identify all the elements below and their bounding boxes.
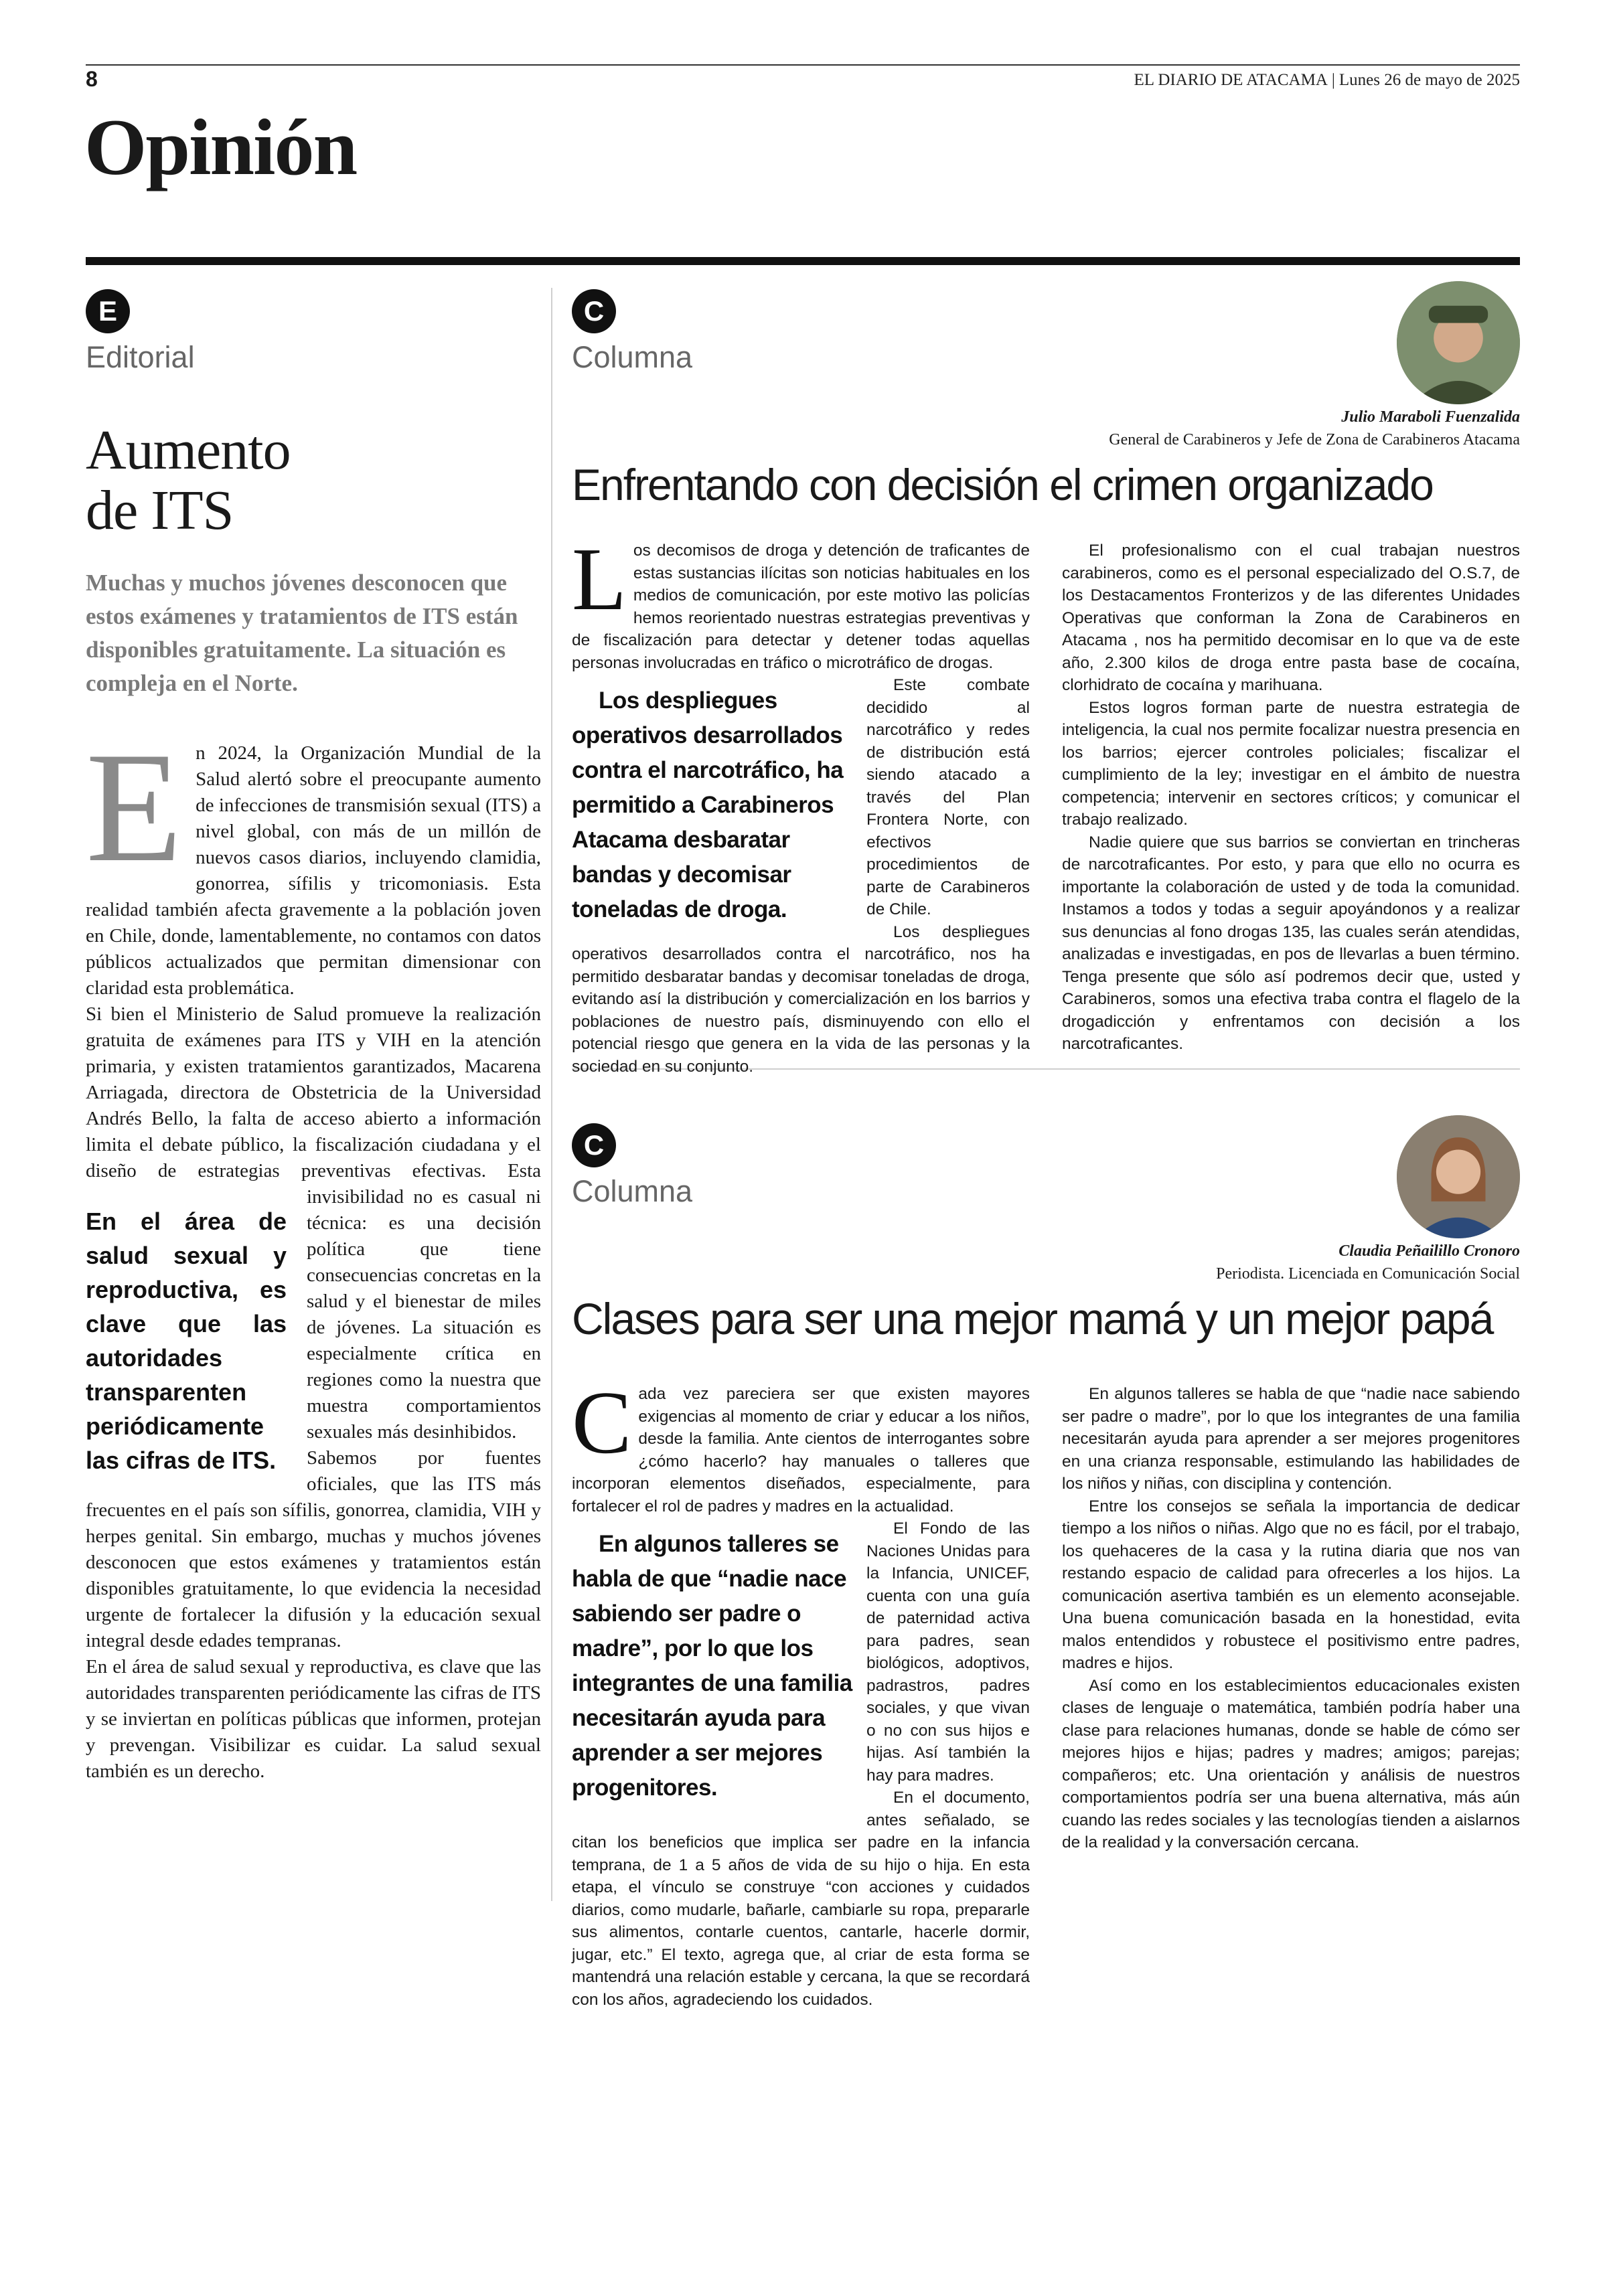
section-title: Opinión (84, 102, 357, 191)
column1-byline (917, 406, 1520, 451)
masthead (1134, 71, 1520, 90)
column1-paragraph-5: Estos logros forman parte de nuestra estrategia de inteligencia, la cual nos permite focalizar nuestra presencia en los barrios; ejercer controles policiales; fiscalizar el cumplimiento de la ley; investigar en el ámbito de nuestra competencia; intervenir en sectores críticos; y comunicar el trabajo realizado. (1062, 698, 1520, 829)
column2-paragraph-6: Así como en los establecimientos educacionales existen clases de lenguaje o matemática, también podría haber una clase para relaciones humanas, donde se hable de cómo ser mejores hijos e hijas; padres y madres; amigos; parejas; compañeros; etc. Una orientación y análisis de nuestros comportamientos podría ser una buena alternativa, más aún cuando las redes sociales y las tecnologías tienden a aislarnos de la realidad y la conversación cercana. (1062, 1676, 1520, 1852)
column1-author-role: General de Carabineros y Jefe de Zona de Carabineros Atacama (1109, 431, 1520, 448)
editorial-body (86, 720, 541, 1785)
column2-paragraph-5: Entre los consejos se señala la importancia de dedicar tiempo a los niños o niñas. Algo que no es fácil, por el trabajo, los quehaceres de la casa y la rutina diaria que nos van restando espacio de calidad para ofrecerles a los hijos. La comunicación asertiva también es un elemento aconsejable. Una buena comunicación basada en la honestidad, evita malos entendidos y robustece el positivismo entre padres, madres e hijos. (1062, 1497, 1520, 1672)
person-icon (1397, 1115, 1520, 1238)
editorial-lead: Muchas y muchos jóvenes desconocen que estos exámenes y tratamientos de ITS están disponibles gratuitamente. La situación es compleja en el Norte. (86, 570, 518, 696)
column2-paragraph-2: El Fondo de las Naciones Unidas para la Infancia, UNICEF, cuenta con una guía de paternidad activa para padres, sean biológicos, adoptivos, padrastros, padres sociales, y que vivan o no con sus hijos e hijas. Así también la hay para madres. (866, 1520, 1030, 1785)
editorial-paragraph-2: Si bien el Ministerio de Salud promueve la realización gratuita de exámenes para ITS y VIH en la atención primaria, y existen tratamientos garantizados, Macarena Arriagada, directora de Obstetricia de la Universidad Andrés Bello, la falta de acceso abierto a información limita el debate público, la fiscalización ciudadana y el diseño de estrategias preventivas efectivas. (86, 1003, 541, 1181)
issue-date: Lunes 26 de mayo de 2025 (1338, 71, 1520, 89)
column2-dropcap: C (572, 1373, 632, 1472)
masthead-separator: | (1331, 71, 1335, 89)
column2-badge: C (572, 1123, 616, 1167)
column1-headline: Enfrentando con decisión el crimen organizado (572, 460, 1433, 509)
column2-paragraph-3: En el documento, antes señalado, se citan los beneficios que implica ser padre en la infancia temprana, de 1 a 5 años de vida de su hijo o hija. En esta etapa, el vínculo se construye “con acciones y cuidados diarios, como mudarle, bañarle, cambiarle su ropa, prepararle sus alimentos, contarle cuentos, cantarle, hacerle dormir, jugar, etc.” El texto, agrega que, al criar de esta forma se mantendrá una relación estable y cercana, la que se recordará con los años, agradeciendo los cuidados. (572, 1789, 1030, 2009)
column2-text-right (1062, 1383, 1520, 1854)
column1-author-name: Julio Maraboli Fuenzalida (1341, 408, 1520, 426)
column2-kicker: Columna (572, 1174, 693, 1208)
editorial-paragraph-2-end: Esta invisibilidad no es casual ni técnica: es una decisión política que tiene consecuencias concretas en la salud y el bienestar de miles de jóvenes. La situación es especialmente crítica en regiones como la nuestra que muestra comportamientos sexuales más desinhibidos. (307, 1160, 541, 1443)
column2-author-role: Periodista. Licenciada en Comunicación Social (1216, 1265, 1520, 1283)
column1-paragraph-6: Nadie quiere que sus barrios se conviertan en trincheras de narcotraficantes. Por esto, y para que ello no ocurra es importante la colaboración de usted y de toda la comunidad. Instamos a todos y todas a seguir apoyándonos y a realizar sus denuncias al fono drogas 135, las cuales serán atendidas, analizadas e investigadas, en pos de llevarlas a buen término. Tenga presente que sólo así podremos decir que, usted y Carabineros, somos una efectiva traba contra el flagelo de la drogadicción y enfrentamos con decisión a los narcotraficantes. (1062, 833, 1520, 1053)
column1-paragraph-1: os decomisos de droga y detención de traficantes de estas sustancias ilícitas son noticias habituales en los medios de comunicación, por este motivo las policías hemos reorientado nuestras estrategias preventivas y de fiscalización para detectar y detener todas aquellas personas involucradas en tráfico o microtráfico de drogas. (572, 542, 1030, 672)
editorial-title (86, 420, 541, 541)
column2-paragraph-4: En algunos talleres se habla de que “nadie nace sabiendo ser padre o madre”, por lo que los integrantes de una familia necesitarán ayuda para aprender a ser mejores progenitores en una crianza responsable, estimulando las habilidades de los niños y niñas, con disciplina y contención. (1062, 1385, 1520, 1493)
top-rule (86, 64, 1520, 66)
person-icon (1397, 281, 1520, 404)
column1-pullquote: Los despliegues operativos desarrollados contra el narcotráfico, ha permitido a Carabineros Atacama desbaratar bandas y decomisar toneladas de droga. (572, 687, 844, 922)
editorial-dropcap: E (86, 720, 183, 895)
column1-paragraph-3: Los despliegues operativos desarrollados contra el narcotráfico, nos ha permitido desbaratar bandas y decomisar toneladas de droga, evitando así la distribución y comercialización en los barrios y poblaciones de nuestro país, disminuyendo con ello el potencial riesgo que genera en la vida de las personas y la sociedad en su conjunto. (572, 922, 1030, 1076)
editorial-title-line2: de ITS (86, 479, 234, 542)
column1-author-photo (1397, 281, 1520, 404)
column2-author-name: Claudia Peñailillo Cronoro (1338, 1242, 1520, 1260)
newspaper-name: EL DIARIO DE ATACAMA (1134, 71, 1328, 89)
editorial-paragraph-1: n 2024, la Organización Mundial de la Salud alertó sobre el preocupante aumento de infecciones de transmisión sexual (ITS) a nivel global, con más de un millón de nuevos casos diarios, incluyendo clamidia, gonorrea, sífilis y tricomoniasis. Esta realidad también afecta gravemente a la población joven en Chile, donde, lamentablemente, no contamos con datos públicos actualizados que permitan dimensionar con claridad esta problemática. (86, 742, 541, 999)
column1-badge: C (572, 289, 616, 333)
column1-dropcap: L (572, 529, 627, 629)
editorial-kicker: Editorial (86, 340, 195, 374)
column-divider (551, 288, 552, 1901)
column1-text-left (572, 529, 1030, 1078)
column1-paragraph-2: Este combate decidido al narcotráfico y redes de distribución está siendo atacado a través del Plan Frontera Norte, con efectivos procedimientos de parte de Carabineros de Chile. (866, 676, 1030, 918)
page-number: 8 (86, 67, 98, 91)
editorial-paragraph-4: En el área de salud sexual y reproductiva, es clave que las autoridades transparenten periódicamente las cifras de ITS y se inviertan en políticas públicas que informen, protejan y prevengan. Visibilizar es cuidar. La salud sexual también es un derecho. (86, 1656, 541, 1782)
editorial-title-line1: Aumento (86, 419, 291, 481)
column2-headline: Clases para ser una mejor mamá y un mejor papá (572, 1294, 1493, 1343)
column2-author-photo (1397, 1115, 1520, 1238)
column2-pullquote: En algunos talleres se habla de que “nadie nace sabiendo ser padre o madre”, por lo que los integrantes de una familia necesitarán ayuda para aprender a ser mejores progenitores. (572, 1531, 852, 1801)
editorial-pullquote: En el área de salud sexual y reproductiva, es clave que las autoridades transparenten periódicamente las cifras de ITS. (86, 1208, 287, 1474)
column2-paragraph-1: ada vez pareciera ser que existen mayores exigencias al momento de criar y educar a los niños, desde la familia. Ante cientos de interrogantes sobre ¿cómo hacerlo? hay manuales o talleres que incorporan elementos diseñados, especialmente, para fortalecer el rol de padres y madres en la actualidad. (572, 1385, 1030, 1515)
column1-kicker: Columna (572, 340, 693, 374)
column2-text-left (572, 1373, 1030, 2011)
column1-paragraph-4: El profesionalismo con el cual trabajan nuestros carabineros, como es el personal especializado del O.S.7, de los Destacamentos Fronterizos y de las diferentes Unidades Operativas que conforman la Zona de Carabineros en Atacama , nos ha permitido decomisar en lo que va de este año, 2.300 kilos de droga entre pasta base de cocaína, clorhidrato de cocaína y marihuana. (1062, 542, 1520, 694)
column2-byline (917, 1240, 1520, 1285)
column1-text-right (1062, 540, 1520, 1056)
section-rule (86, 257, 1520, 265)
editorial-badge: E (86, 289, 130, 333)
editorial-paragraph-3: Sabemos por fuentes oficiales, que las ITS más frecuentes en el país son sífilis, gonorrea, clamidia, VIH y herpes genital. Sin embargo, muchas y muchos jóvenes desconocen que estos exámenes y tratamientos están disponibles gratuitamente, lo que evidencia la necesidad urgente de fortalecer la difusión y la educación sexual integral desde edades tempranas. (86, 1447, 541, 1651)
